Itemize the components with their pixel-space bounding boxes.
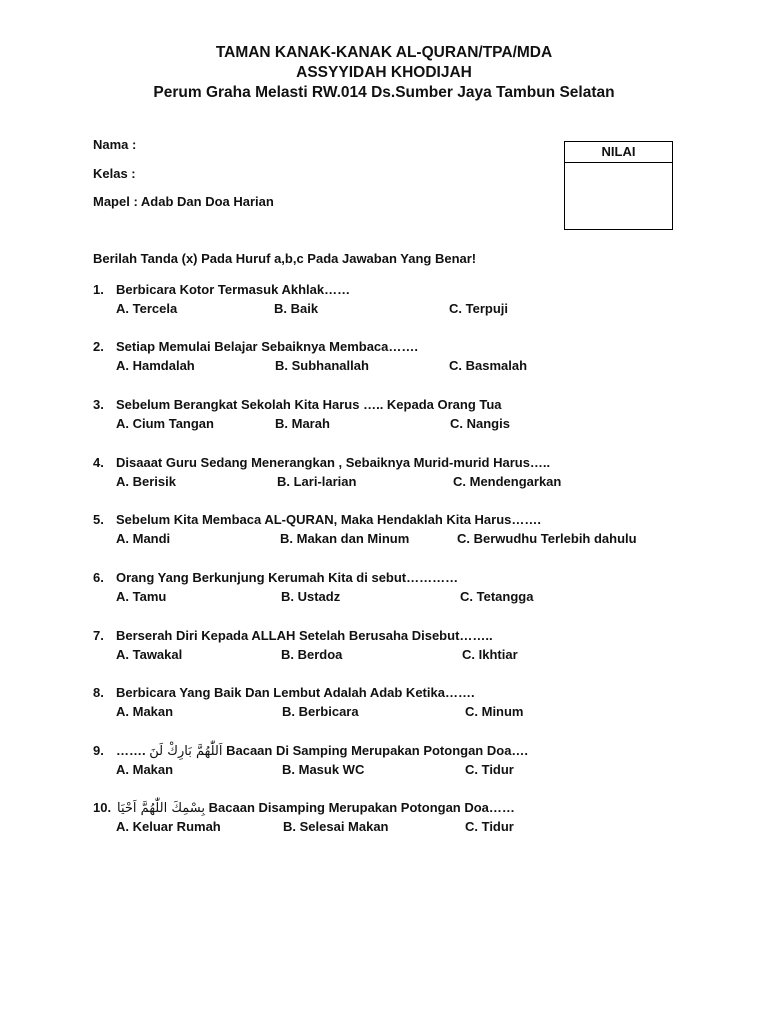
option-c: C. Minum <box>465 704 524 719</box>
option-b: B. Lari-larian <box>277 474 357 489</box>
school-address: Perum Graha Melasti RW.014 Ds.Sumber Jaya Tambun Selatan <box>153 84 615 101</box>
option-c: C. Basmalah <box>449 358 528 373</box>
question-number: 7. <box>93 628 104 643</box>
option-a: A. Berisik <box>116 474 176 489</box>
nama-field: Nama : <box>93 137 137 152</box>
option-b: B. Ustadz <box>281 589 341 604</box>
option-c: C. Mendengarkan <box>453 474 562 489</box>
question-body: Bacaan Disamping Merupakan Potongan Doa…… <box>208 800 515 815</box>
mapel-field: Mapel : Adab Dan Doa Harian <box>93 194 274 209</box>
nilai-box <box>564 141 673 230</box>
question-text: Disaaat Guru Sedang Menerangkan , Sebaiknya Murid-murid Harus….. <box>116 455 551 470</box>
question-text: Berbicara Yang Baik Dan Lembut Adalah Adab Ketika……. <box>116 685 475 700</box>
question-number: 3. <box>93 397 104 412</box>
option-b: B. Marah <box>275 416 330 431</box>
option-b: B. Baik <box>274 301 319 316</box>
option-a: A. Makan <box>116 704 174 719</box>
option-c: C. Terpuji <box>449 301 508 316</box>
option-c: C. Nangis <box>450 416 510 431</box>
option-c: C. Tidur <box>465 819 514 834</box>
option-a: A. Tamu <box>116 589 167 604</box>
question-text: Sebelum Berangkat Sekolah Kita Harus ….. Kepada Orang Tua <box>116 397 502 412</box>
option-a: A. Tercela <box>116 301 178 316</box>
option-a: A. Keluar Rumah <box>116 819 221 834</box>
question-number: 9. <box>93 743 104 758</box>
question-text <box>117 800 515 816</box>
school-name: ASSYYIDAH KHODIJAH <box>296 64 472 81</box>
question-text: Berbicara Kotor Termasuk Akhlak…… <box>116 282 351 297</box>
question-number: 10. <box>93 800 112 815</box>
option-c: C. Ikhtiar <box>462 647 518 662</box>
option-c: C. Tetangga <box>460 589 534 604</box>
question-text: Setiap Memulai Belajar Sebaiknya Membaca……. <box>116 339 419 354</box>
arabic-text: اَللّٰهُمَّ بَارِكْ لَنَ <box>149 744 223 759</box>
question-number: 4. <box>93 455 104 470</box>
arabic-text: بِسْمِكَ اللّٰهُمَّ اَحْيَا <box>117 801 206 816</box>
question-number: 2. <box>93 339 104 354</box>
question-number: 6. <box>93 570 104 585</box>
question-text <box>116 743 528 759</box>
option-c: C. Berwudhu Terlebih dahulu <box>457 531 637 546</box>
question-text: Berserah Diri Kepada ALLAH Setelah Berusaha Disebut…….. <box>116 628 493 643</box>
option-a: A. Tawakal <box>116 647 183 662</box>
option-b: B. Selesai Makan <box>283 819 389 834</box>
option-a: A. Makan <box>116 762 174 777</box>
question-number: 5. <box>93 512 104 527</box>
question-prefix: ……. <box>116 743 146 758</box>
question-text: Sebelum Kita Membaca AL-QURAN, Maka Hendaklah Kita Harus……. <box>116 512 542 527</box>
kelas-field: Kelas : <box>93 166 136 181</box>
school-header <box>0 43 768 103</box>
option-b: B. Masuk WC <box>282 762 365 777</box>
option-c: C. Tidur <box>465 762 514 777</box>
option-b: B. Makan dan Minum <box>280 531 410 546</box>
option-b: B. Subhanallah <box>275 358 369 373</box>
option-a: A. Mandi <box>116 531 171 546</box>
question-body: Bacaan Di Samping Merupakan Potongan Doa…. <box>226 743 529 758</box>
option-a: A. Cium Tangan <box>116 416 214 431</box>
question-number: 8. <box>93 685 104 700</box>
option-b: B. Berdoa <box>281 647 343 662</box>
option-b: B. Berbicara <box>282 704 359 719</box>
school-type: TAMAN KANAK-KANAK AL-QURAN/TPA/MDA <box>215 44 553 61</box>
option-a: A. Hamdalah <box>116 358 195 373</box>
question-text: Orang Yang Berkunjung Kerumah Kita di sebut………… <box>116 570 459 585</box>
question-number: 1. <box>93 282 104 297</box>
instruction: Berilah Tanda (x) Pada Huruf a,b,c Pada Jawaban Yang Benar! <box>93 251 477 266</box>
nilai-label: NILAI <box>565 142 672 163</box>
